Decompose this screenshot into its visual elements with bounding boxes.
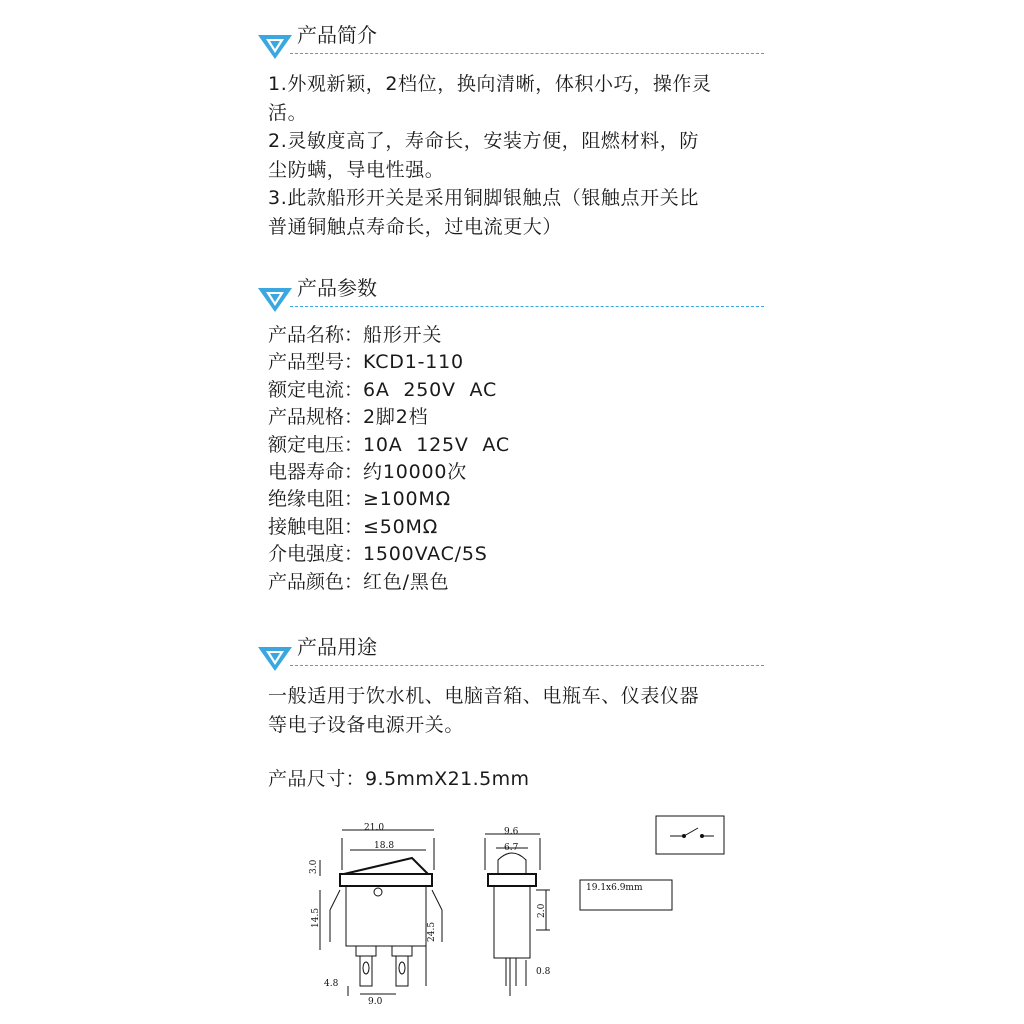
intro-line: 普通铜触点寿命长，过电流更大） <box>268 215 563 238</box>
dim-label: 14.5 <box>311 907 321 928</box>
intro-line: 活。 <box>268 101 308 124</box>
intro-line: 尘防螨，导电性强。 <box>268 158 445 181</box>
dim-label: 21.0 <box>364 823 385 833</box>
spec-label: 额定电流： <box>268 378 364 401</box>
spec-row <box>268 569 510 596</box>
spec-value: 2脚2档 <box>363 406 429 429</box>
spec-value: 10A 125V AC <box>363 433 510 456</box>
size-label: 产品尺寸： <box>268 768 366 790</box>
spec-row <box>268 432 510 459</box>
spec-label: 产品名称： <box>268 324 364 346</box>
spec-row <box>268 486 510 513</box>
spec-label: 绝缘电阻： <box>268 488 364 511</box>
section-title: 产品参数 <box>297 276 377 300</box>
spec-row <box>268 377 510 404</box>
dim-label: 3.0 <box>309 859 319 874</box>
spec-value: 约10000次 <box>363 460 468 483</box>
usage-line: 等电子设备电源开关。 <box>268 713 465 736</box>
product-size <box>268 765 529 793</box>
spec-row <box>268 459 510 486</box>
section-title: 产品简介 <box>297 23 377 47</box>
intro-line: 1.外观新颖，2档位，换向清晰，体积小巧，操作灵 <box>268 73 712 95</box>
dim-label: 24.5 <box>427 921 437 942</box>
divider <box>290 306 764 307</box>
dimension-drawing <box>300 810 740 1010</box>
usage-text <box>268 682 699 739</box>
spec-row <box>268 541 510 568</box>
spec-row <box>268 349 510 376</box>
spec-value: ≤50MΩ <box>363 515 439 538</box>
triangle-marker-icon <box>256 27 296 61</box>
spec-label: 产品规格： <box>268 406 364 429</box>
spec-value: 红色/黑色 <box>363 570 450 593</box>
intro-text <box>268 70 712 241</box>
dim-label: 9.0 <box>368 997 383 1007</box>
spec-value: KCD1-110 <box>363 351 464 374</box>
intro-line: 2.灵敏度高了，寿命长，安装方便，阻燃材料，防 <box>268 130 699 152</box>
spec-label: 产品型号： <box>268 351 364 374</box>
section-title: 产品用途 <box>297 635 377 659</box>
spec-value: 6A 250V AC <box>363 378 498 401</box>
dim-label: 19.1x6.9mm <box>586 883 643 893</box>
spec-row <box>268 514 510 541</box>
dim-label: 2.0 <box>537 903 547 918</box>
divider <box>290 665 764 666</box>
spec-table <box>268 322 510 596</box>
spec-label: 介电强度： <box>268 543 364 566</box>
divider <box>290 53 764 54</box>
spec-label: 接触电阻： <box>268 515 364 538</box>
spec-label: 电器寿命： <box>268 460 364 483</box>
section-header-params <box>256 275 764 315</box>
spec-label: 额定电压： <box>268 433 364 456</box>
section-header-intro <box>256 22 764 62</box>
usage-line: 一般适用于饮水机、电脑音箱、电瓶车、仪表仪器 <box>268 685 700 707</box>
dim-label: 9.6 <box>504 827 519 837</box>
spec-value: 1500VAC/5S <box>363 543 488 566</box>
dim-label: 6.7 <box>504 843 519 853</box>
size-value: 9.5mmX21.5mm <box>365 768 530 790</box>
triangle-marker-icon <box>256 639 296 673</box>
dim-label: 18.8 <box>374 841 395 851</box>
spec-row <box>268 322 510 349</box>
spec-label: 产品颜色： <box>268 570 364 593</box>
dim-label: 0.8 <box>536 967 551 977</box>
section-header-usage <box>256 634 764 674</box>
intro-line: 3.此款船形开关是采用铜脚银触点（银触点开关比 <box>268 187 699 209</box>
spec-row <box>268 404 510 431</box>
spec-value: ≥100MΩ <box>363 488 451 511</box>
spec-value: 船形开关 <box>363 324 443 346</box>
dim-label: 4.8 <box>324 979 339 989</box>
triangle-marker-icon <box>256 280 296 314</box>
